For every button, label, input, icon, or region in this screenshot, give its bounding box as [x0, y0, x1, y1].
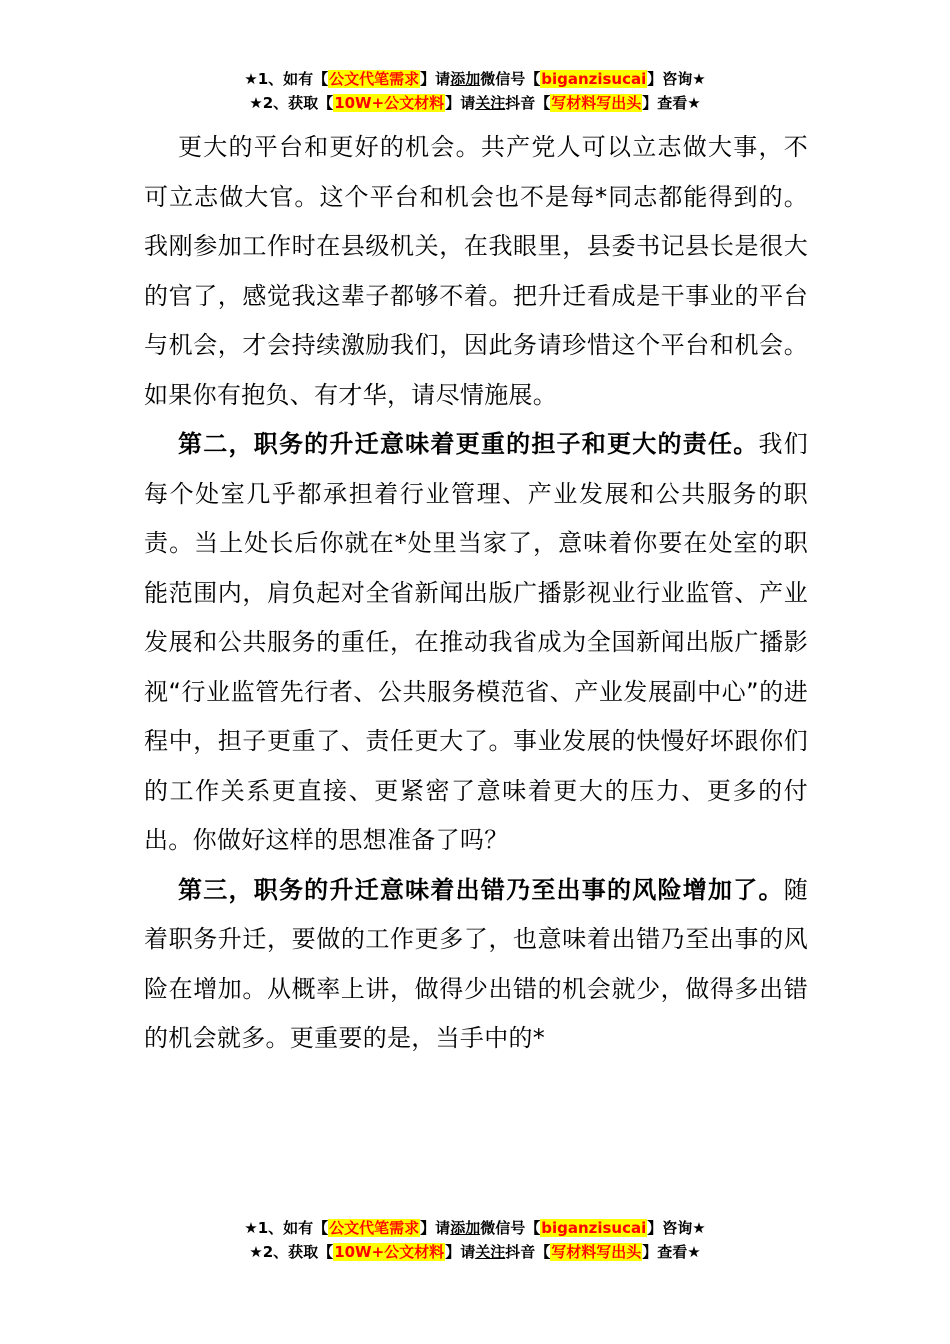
- paragraph-3: [144, 866, 808, 1064]
- banner-text: 】咨询★: [647, 70, 706, 88]
- banner-line-2: [0, 91, 950, 115]
- paragraph-2: [144, 420, 808, 866]
- wechat-id: biganzisucai: [541, 1219, 647, 1237]
- paragraph-1: 更大的平台和更好的机会。共产党人可以立志做大事，不可立志做大官。这个平台和机会也不是每*同志都能得到的。我刚参加工作时在县级机关，在我眼里，县委书记县长是很大的官了，感觉我这辈子都够不着。把升迁看成是干事业的平台与机会，才会持续激励我们，因此务请珍惜这个平台和机会。如果你有抱负、有才华，请尽情施展。: [144, 133, 808, 409]
- underlined-text: 添加: [450, 70, 481, 88]
- banner-text: 微信号【: [480, 1219, 541, 1237]
- banner-text: 】请: [445, 94, 476, 112]
- highlight-text: 10W+公文材料: [334, 1243, 445, 1261]
- paragraph-2-heading: 第二，职务的升迁意味着更重的担子和更大的责任。: [178, 430, 759, 458]
- banner-line-1: [0, 1216, 950, 1240]
- underlined-text: 添加: [450, 1219, 481, 1237]
- paragraph-3-text: 随着职务升迁，要做的工作更多了，也意味着出错乃至出事的风险在增加。从概率上讲，做得少出错的机会就少，做得多出错的机会就多。更重要的是，当手中的*: [144, 875, 808, 1052]
- banner-text: 】请: [420, 1219, 451, 1237]
- document-body: [144, 123, 808, 1064]
- douyin-account: 写材料写出头: [551, 1243, 642, 1261]
- banner-text: 微信号【: [480, 70, 541, 88]
- banner-line-2: [0, 1240, 950, 1264]
- paragraph-3-heading: 第三，职务的升迁意味着出错乃至出事的风险增加了。: [178, 875, 784, 904]
- underlined-text: 关注: [475, 94, 506, 112]
- wechat-id: biganzisucai: [541, 70, 647, 88]
- underlined-text: 关注: [475, 1243, 506, 1261]
- header-banner: [0, 67, 950, 115]
- banner-text: ★2、获取【: [249, 1243, 334, 1261]
- douyin-account: 写材料写出头: [551, 94, 642, 112]
- highlight-text: 10W+公文材料: [334, 94, 445, 112]
- banner-text: ★1、如有【: [244, 1219, 329, 1237]
- highlight-text: 公文代笔需求: [329, 1219, 420, 1237]
- footer-banner: [0, 1216, 950, 1264]
- banner-text: 】请: [445, 1243, 476, 1261]
- banner-text: 】请: [420, 70, 451, 88]
- banner-text: ★2、获取【: [249, 94, 334, 112]
- banner-text: ★1、如有【: [244, 70, 329, 88]
- paragraph-2-text: 我们每个处室几乎都承担着行业管理、产业发展和公共服务的职责。当上处长后你就在*处里当家了，意味着你要在处室的职能范围内，肩负起对全省新闻出版广播影视业行业监管、产业发展和公共服务的重任，在推动我省成为全国新闻出版广播影视“行业监管先行者、公共服务模范省、产业发展副中心”的进程中，担子更重了、责任更大了。事业发展的快慢好坏跟你们的工作关系更直接、更紧密了意味着更大的压力、更多的付出。你做好这样的思想准备了吗？: [144, 430, 808, 854]
- banner-text: 抖音【: [505, 94, 551, 112]
- banner-text: 】查看★: [642, 1243, 701, 1261]
- banner-text: 抖音【: [505, 1243, 551, 1261]
- banner-text: 】咨询★: [647, 1219, 706, 1237]
- highlight-text: 公文代笔需求: [329, 70, 420, 88]
- banner-line-1: [0, 67, 950, 91]
- banner-text: 】查看★: [642, 94, 701, 112]
